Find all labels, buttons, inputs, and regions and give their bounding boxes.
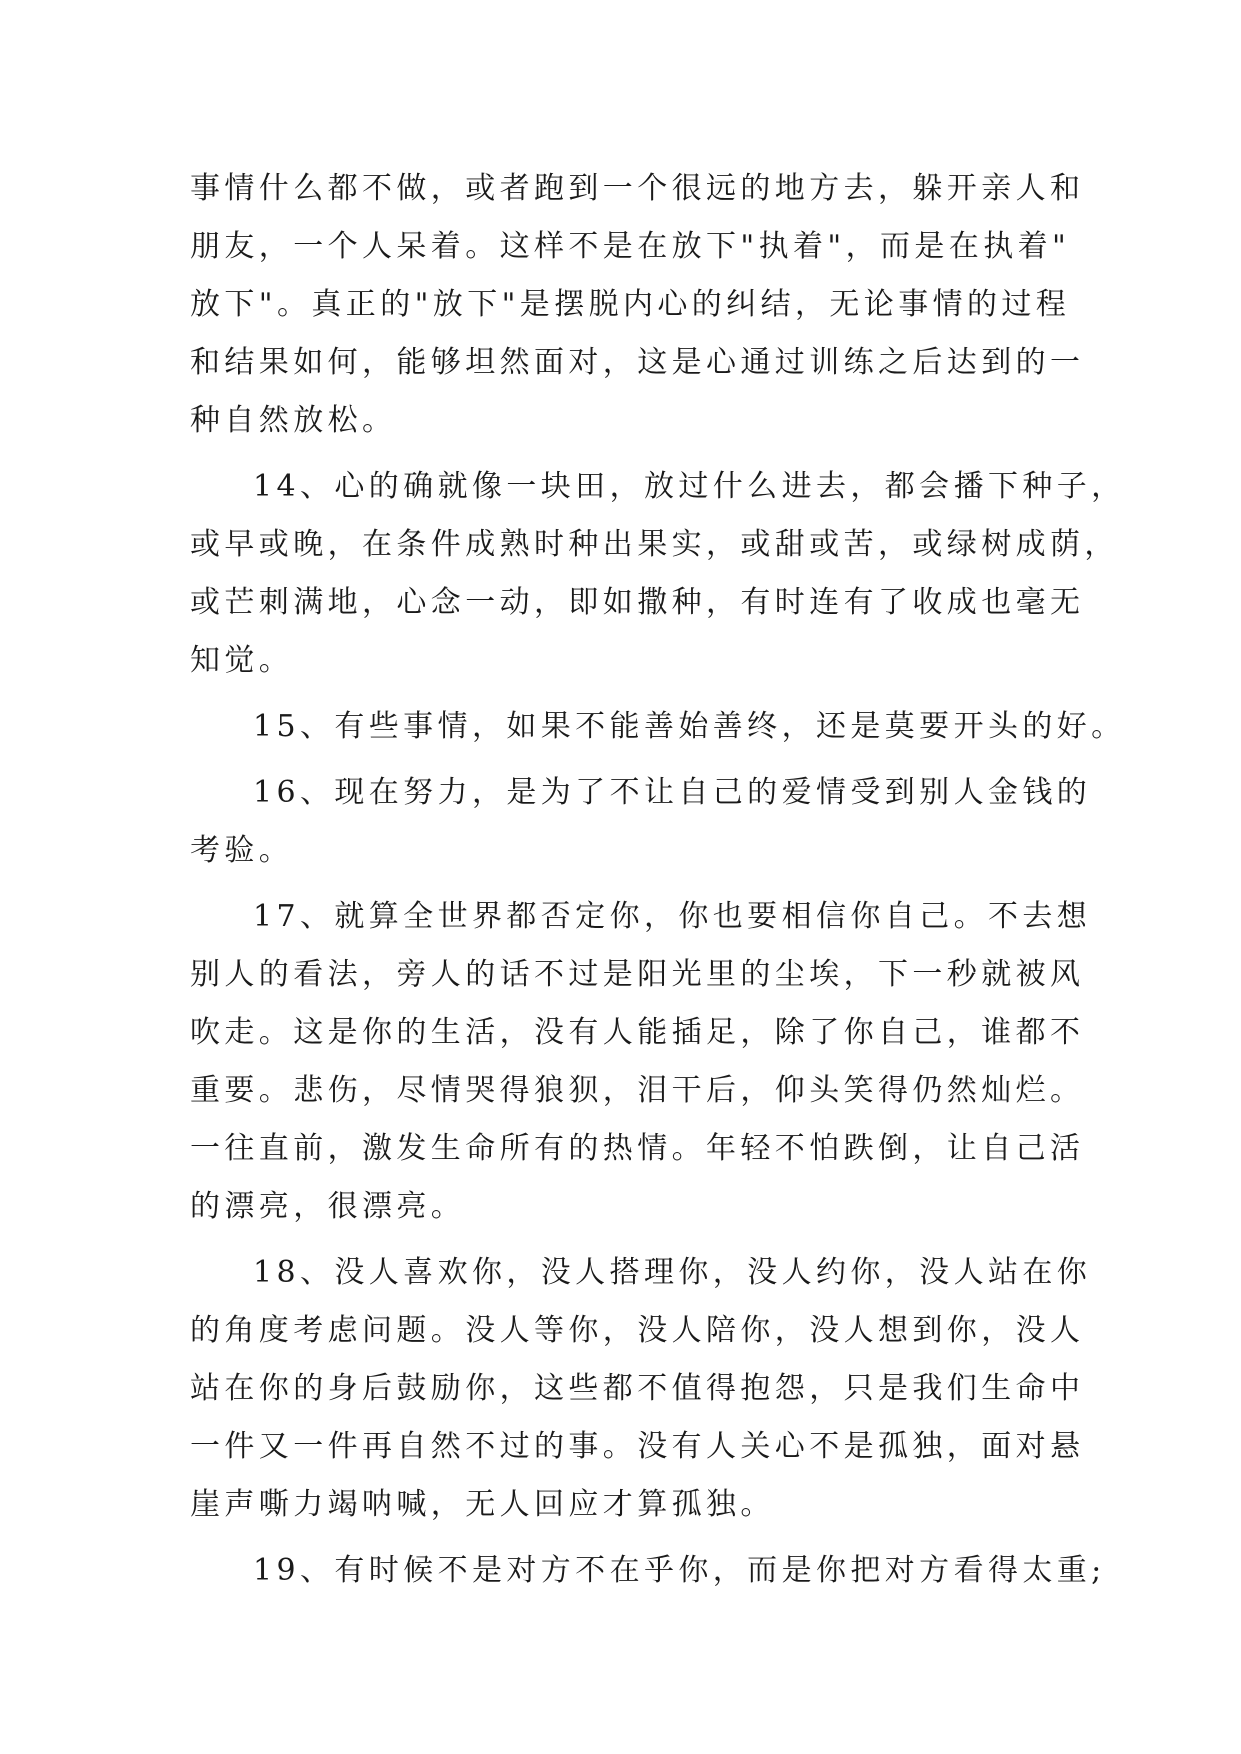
text-line: 知觉。	[190, 643, 294, 678]
text-line: 放下"。真正的"放下"是摆脱内心的纠结，无论事情的过程	[190, 287, 1071, 322]
text-line: 一件又一件再自然不过的事。没有人关心不是孤独，面对悬	[190, 1429, 1085, 1464]
text-line: 18、没人喜欢你，没人搭理你，没人约你，没人站在你	[253, 1255, 1092, 1290]
text-line: 或芒刺满地，心念一动，即如撒种，有时连有了收成也毫无	[190, 585, 1085, 620]
text-line: 吹走。这是你的生活，没有人能插足，除了你自己，谁都不	[190, 1015, 1085, 1050]
text-line: 重要。悲伤，尽情哭得狼狈，泪干后，仰头笑得仍然灿烂。	[190, 1073, 1085, 1108]
text-line: 一往直前，激发生命所有的热情。年轻不怕跌倒，让自己活	[190, 1131, 1085, 1166]
text-line: 别人的看法，旁人的话不过是阳光里的尘埃，下一秒就被风	[190, 957, 1085, 992]
text-line: 崖声嘶力竭呐喊，无人回应才算孤独。	[190, 1487, 775, 1522]
document-body	[190, 160, 1126, 1600]
text-line: 或早或晚，在条件成熟时种出果实，或甜或苦，或绿树成荫，	[190, 527, 1119, 562]
text-line: 站在你的身后鼓励你，这些都不值得抱怨，只是我们生命中	[190, 1371, 1085, 1406]
text-line: 的漂亮，很漂亮。	[190, 1189, 466, 1224]
paragraph-16	[190, 764, 1092, 880]
paragraph-15	[190, 698, 1126, 756]
text-line: 14、心的确就像一块田，放过什么进去，都会播下种子，	[253, 469, 1126, 504]
text-line: 17、就算全世界都否定你，你也要相信你自己。不去想	[253, 899, 1092, 934]
text-line: 朋友，一个人呆着。这样不是在放下"执着"，而是在执着"	[190, 229, 1071, 264]
text-line: 16、现在努力，是为了不让自己的爱情受到别人金钱的	[253, 775, 1092, 810]
paragraph-13-continued	[190, 160, 1085, 450]
paragraph-14	[190, 458, 1126, 690]
paragraph-19	[190, 1542, 1106, 1600]
text-line: 考验。	[190, 833, 294, 868]
paragraph-18	[190, 1244, 1092, 1534]
text-line: 19、有时候不是对方不在乎你，而是你把对方看得太重;	[253, 1553, 1106, 1588]
text-line: 的角度考虑问题。没人等你，没人陪你，没人想到你，没人	[190, 1313, 1085, 1348]
text-line: 15、有些事情，如果不能善始善终，还是莫要开头的好。	[253, 709, 1126, 744]
paragraph-17	[190, 888, 1092, 1236]
text-line: 事情什么都不做，或者跑到一个很远的地方去，躲开亲人和	[190, 171, 1085, 206]
text-line: 和结果如何，能够坦然面对，这是心通过训练之后达到的一	[190, 345, 1085, 380]
text-line: 种自然放松。	[190, 403, 397, 438]
